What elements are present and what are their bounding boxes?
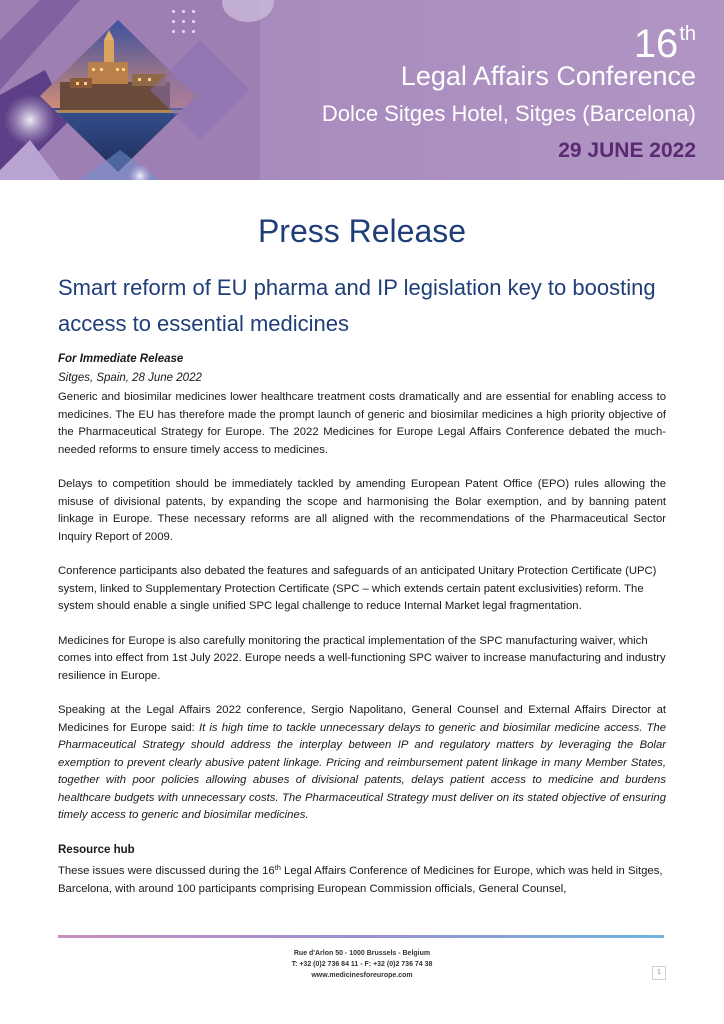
press-release-title: Press Release <box>257 213 467 249</box>
decorative-dots <box>172 10 198 36</box>
paragraph-6-start: These issues were discussed during the 16 <box>58 865 275 877</box>
footer-contact <box>0 948 724 981</box>
sitges-collage-image <box>0 0 260 180</box>
paragraph-5 <box>58 702 666 825</box>
paragraph-6 <box>58 859 666 898</box>
conference-banner <box>0 0 724 180</box>
conference-title: Legal Affairs Conference <box>400 61 696 91</box>
paragraph-4: Medicines for Europe is also carefully monitoring the practical implementation of the SPC manufacturing waiver, which comes into effect from 1st July 2022. Europe needs a well-functioning SPC waiver to increase manufacturing and industry resilience in Europe. <box>58 634 666 682</box>
conference-date: 29 JUNE 2022 <box>558 139 696 162</box>
ordinal-suffix: th <box>274 863 281 872</box>
footer-website[interactable]: www.medicinesforeurope.com <box>311 972 413 979</box>
quote-text: It is high time to tackle unnecessary delays to generic and biosimilar medicine access. The Pharmaceutical Strategy should address the interplay between IP and regulatory matters by leveraging the Bolar exemption to prevent clearly abusive patent linkage. Pricing and reimbursement patent linkage in many Member States, together with poor policies allowing abuses of divisional patents, delays patient access to medicine and burdens healthcare budgets with unnecessary costs. The Pharmaceutical Strategy must deliver on its stated objective of ensuring timely access to generic and biosimilar medicines. <box>58 721 666 821</box>
paragraph-2: Delays to competition should be immediately tackled by amending European Patent Office (EPO) rules allowing the misuse of divisional patents, by expanding the scope and harmonising the Bolar exemption, and by banning patent linkage in Europe. These necessary reforms are all aligned with the recommendations of the Pharmaceutical Sector Inquiry Report of 2009. <box>58 478 666 543</box>
release-type: For Immediate Release <box>58 353 184 365</box>
footer-divider <box>58 935 664 938</box>
page-number: 1 <box>652 966 666 980</box>
dateline: Sitges, Spain, 28 June 2022 <box>58 372 202 384</box>
footer-phone: T: +32 (0)2 736 84 11 - F: +32 (0)2 736 74 38 <box>291 961 433 968</box>
resource-hub-heading: Resource hub <box>58 843 135 856</box>
article-body <box>58 389 666 915</box>
paragraph-6-end: Legal Affairs Conference of Medicines for Europe, which was held in Sitges, Barcelona, with around 100 participants comprising European Commission officials, General Counsel, <box>58 865 663 895</box>
footer-address: Rue d'Arlon 50 - 1000 Brussels - Belgium <box>293 950 431 957</box>
conference-edition: 16th <box>633 22 696 66</box>
paragraph-1: Generic and biosimilar medicines lower healthcare treatment costs dramatically and are essential for enabling access to medicines. The EU has therefore made the prompt launch of generic and biosimilar medicines a high priority objective of the Pharmaceutical Strategy for Europe. The 2022 Medicines for Europe Legal Affairs Conference debated the much-needed reforms to ensure timely access to medicines. <box>58 391 666 456</box>
conference-venue: Dolce Sitges Hotel, Sitges (Barcelona) <box>321 101 696 126</box>
release-meta <box>58 350 668 388</box>
headline: Smart reform of EU pharma and IP legislation key to boosting access to essential medicines <box>58 275 656 336</box>
quote-intro: Speaking at the Legal Affairs 2022 conference, Sergio Napolitano, General Counsel and External Affairs Director at Medicines for Europe said: <box>58 704 666 734</box>
paragraph-3: Conference participants also debated the features and safeguards of an anticipated Unitary Protection Certificate (UPC) system, linked to Supplementary Protection Certificate (SPC – which extends certain patent exclusivities) reform. The system should enable a single unified SPC legal challenge to reduce Internal Market legal fragmentation. <box>58 565 657 612</box>
